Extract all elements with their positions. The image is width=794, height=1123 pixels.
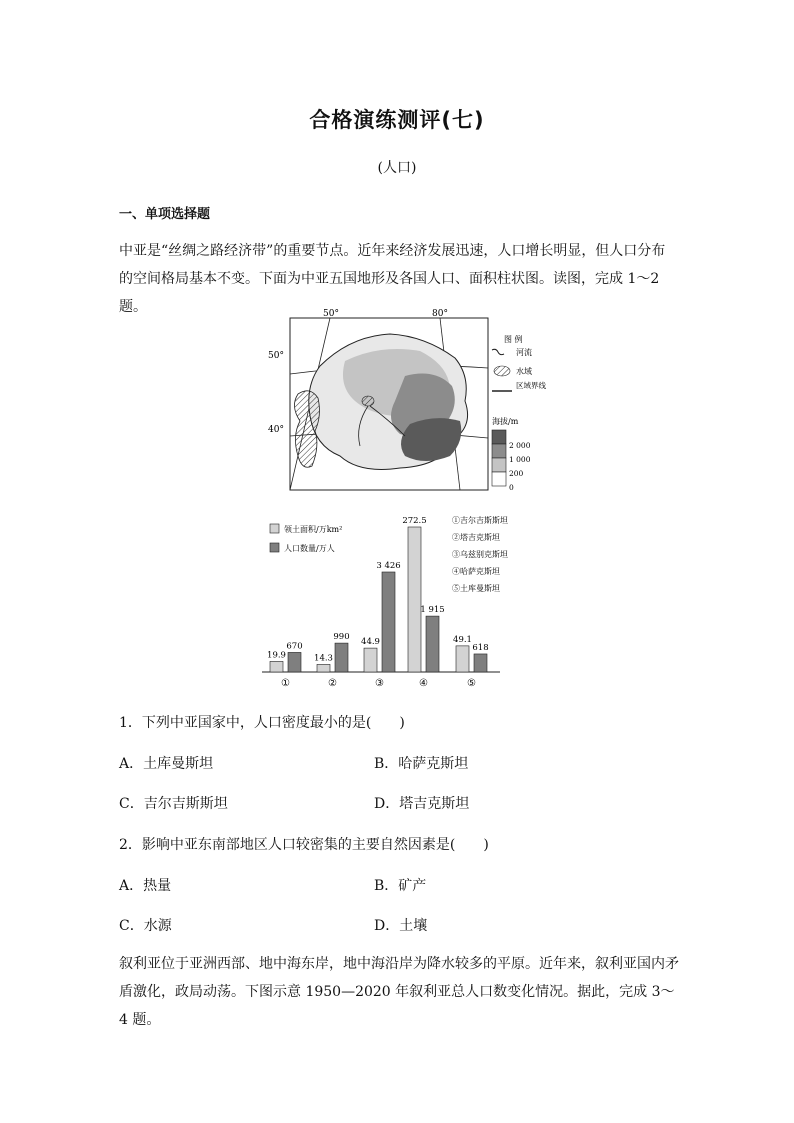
category-label: ⑤ (467, 678, 476, 689)
lat-label: 40° (268, 425, 284, 435)
elev-swatch-high (492, 430, 506, 444)
population-value-label: 670 (286, 641, 303, 652)
country-key: ②塔吉克斯坦 (452, 533, 500, 542)
q2-option-a[interactable]: A．热量 (119, 878, 172, 894)
intro1-line1: 中亚是“丝绸之路经济带”的重要节点。近年来经济发展迅速，人口增长明显，但人口分布 (119, 243, 666, 259)
population-value-label: 618 (472, 642, 489, 653)
bar-area (408, 527, 421, 672)
category-label: ③ (375, 678, 384, 689)
intro2-line1: 叙利亚位于亚洲西部、地中海东岸，地中海沿岸为降水较多的平原。近年来，叙利亚国内矛 (119, 956, 679, 972)
area-value-label: 272.5 (402, 516, 427, 526)
bar-population (474, 654, 487, 672)
country-key: ⑤土库曼斯坦 (452, 584, 500, 593)
q1-option-d[interactable]: D．塔吉克斯坦 (374, 796, 470, 812)
area-value-label: 44.9 (361, 637, 380, 648)
lon-label: 50° (323, 309, 339, 319)
bar-area (456, 646, 469, 672)
legend-area-label: 领土面积/万km² (284, 525, 343, 534)
population-value-label: 3 426 (376, 561, 401, 571)
elev-swatch-plain (492, 472, 506, 486)
area-value-label: 19.9 (267, 650, 286, 661)
elev-tick: 1 000 (509, 455, 531, 464)
page-title: 合格演练测评(七) (309, 108, 485, 132)
area-value-label: 14.3 (314, 653, 333, 664)
river-legend-icon (492, 349, 504, 354)
legend-swatch-area (270, 524, 279, 533)
intro2-line2: 盾激化，政局动荡。下图示意 1950—2020 年叙利亚总人口数变化情况。据此，完成 3～4 题。 (119, 984, 675, 1028)
intro1-line2: 的空间格局基本不变。下面为中亚五国地形及各国人口、面积柱状图。读图，完成 1～2 题。 (119, 271, 660, 315)
country-key: ①吉尔吉斯斯坦 (452, 516, 508, 525)
aral-sea (362, 396, 374, 406)
bar-population (335, 643, 348, 672)
water-legend-icon (494, 366, 510, 376)
legend-river-label: 河流 (516, 348, 532, 357)
elev-swatch-low (492, 458, 506, 472)
legend-boundary-label (516, 380, 546, 390)
bar-population (426, 616, 439, 672)
category-label: ① (281, 678, 290, 689)
elevation-title: 海拔/m (492, 417, 519, 426)
bar-chart (262, 515, 508, 689)
bar-area (317, 664, 330, 672)
q2-option-b[interactable]: B．矿产 (374, 878, 427, 894)
q2-option-c[interactable]: C．水源 (119, 918, 172, 934)
elev-tick: 2 000 (509, 441, 531, 450)
q1-option-c[interactable]: C．吉尔吉斯斯坦 (119, 796, 228, 812)
q1-option-a[interactable]: A．土库曼斯坦 (119, 756, 214, 772)
population-value-label: 990 (333, 632, 350, 643)
elev-tick: 0 (509, 483, 514, 492)
population-value-label: 1 915 (420, 605, 445, 616)
bar-area (364, 648, 377, 672)
lon-label: 80° (432, 309, 448, 319)
legend-swatch-pop (270, 543, 279, 552)
section-heading: 一、单项选择题 (119, 207, 211, 222)
legend-title: 图 例 (504, 335, 523, 344)
country-key: ③乌兹别克斯坦 (452, 550, 508, 559)
map-legend (492, 334, 546, 492)
bar-population (288, 652, 301, 672)
legend-boundary-text: 区域界线 (516, 381, 546, 390)
figure (260, 306, 546, 696)
question-2-stem: 2．影响中亚东南部地区人口较密集的主要自然因素是( ) (119, 837, 489, 853)
page-subtitle: (人口) (377, 160, 417, 176)
question-1-stem: 1．下列中亚国家中，人口密度最小的是( ) (119, 715, 405, 731)
area-value-label: 49.1 (453, 634, 472, 645)
caspian-sea (294, 391, 319, 467)
legend-pop-label: 人口数量/万人 (284, 544, 335, 553)
category-label: ② (328, 678, 337, 689)
bar-area (270, 661, 283, 672)
category-label: ④ (419, 678, 428, 689)
q1-option-b[interactable]: B．哈萨克斯坦 (374, 756, 469, 772)
terrain-map (268, 309, 546, 492)
elev-swatch-mid (492, 444, 506, 458)
elev-tick: 200 (509, 469, 524, 478)
country-key: ④哈萨克斯坦 (452, 567, 500, 576)
intro-paragraph-2 (119, 950, 679, 1034)
lat-label: 50° (268, 351, 284, 361)
bar-population (382, 572, 395, 672)
legend-water-label: 水域 (516, 367, 532, 376)
q2-option-d[interactable]: D．土壤 (374, 918, 428, 934)
